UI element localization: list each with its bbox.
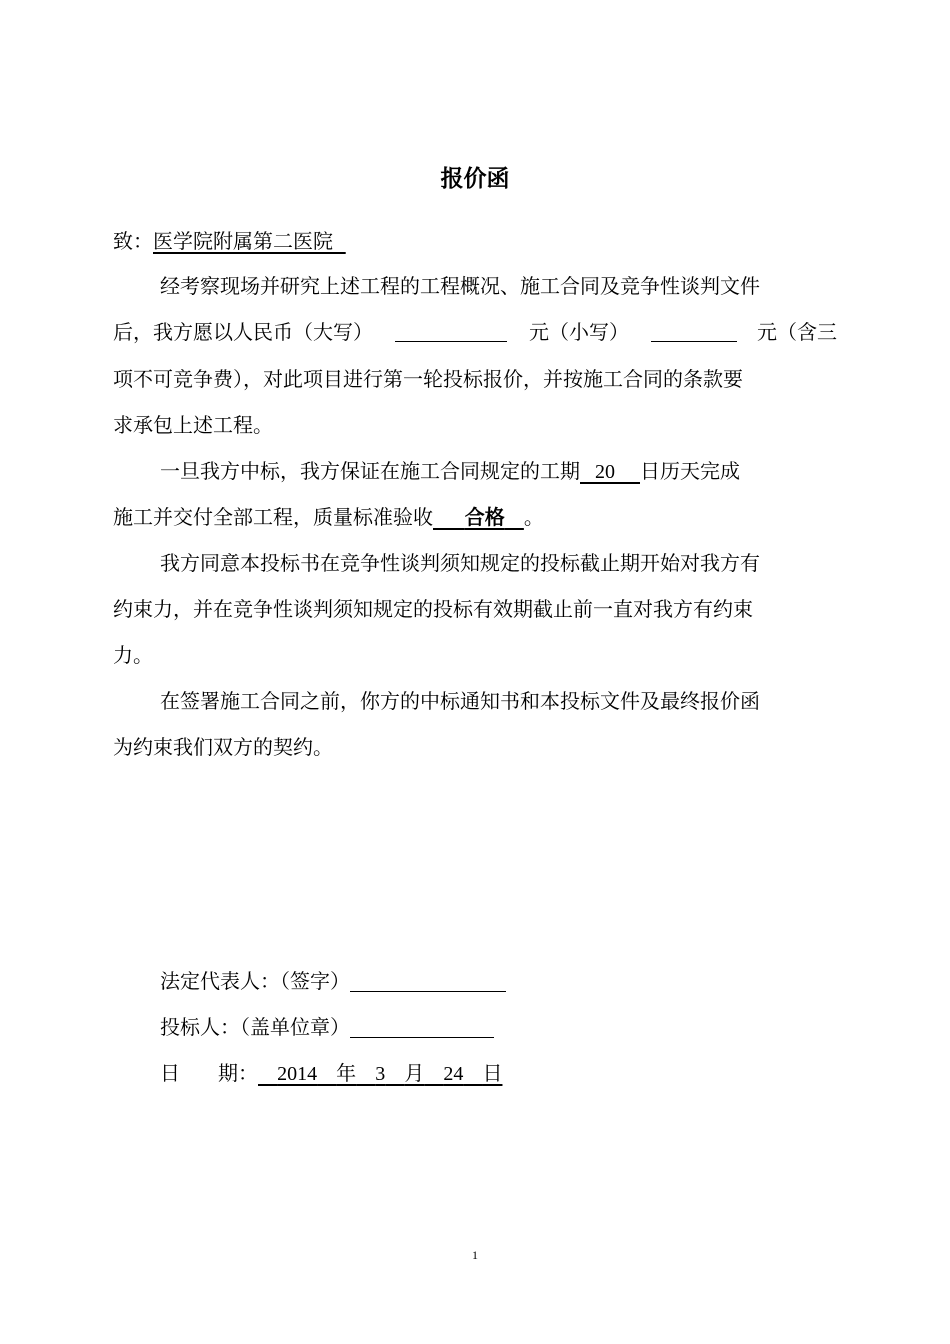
date-label-2: 期： xyxy=(218,1061,258,1085)
para1-line2 xyxy=(113,317,837,347)
para2-line1-a: 一旦我方中标，我方保证在施工合同规定的工期 xyxy=(160,459,580,483)
quality-standard: 合格 xyxy=(464,505,505,529)
para2-line2-a: 施工并交付全部工程，质量标准验收 xyxy=(113,505,433,529)
bidder-seal-line xyxy=(160,1012,494,1042)
duration-days: 20 xyxy=(595,461,615,483)
para1-line2-a: 后，我方愿以人民币（大写） xyxy=(113,320,373,344)
amount-words-blank xyxy=(395,317,507,342)
para2-line2-b: 。 xyxy=(523,505,544,529)
para4-line2: 为约束我们双方的契约。 xyxy=(113,735,333,759)
addressee-line xyxy=(113,226,346,256)
addressee-label: 致： xyxy=(113,229,153,253)
para2-line1 xyxy=(160,456,740,487)
legal-rep-signature-blank xyxy=(350,967,506,992)
para1-line2-b: 元（小写） xyxy=(529,320,629,344)
para1-line1: 经考察现场并研究上述工程的工程概况、施工合同及竞争性谈判文件 xyxy=(160,274,760,298)
para1-line2-c: 元（含三 xyxy=(757,320,837,344)
legal-rep-signature-line xyxy=(160,966,506,996)
page-number: 1 xyxy=(472,1248,478,1262)
addressee-name: 医学院附属第二医院 xyxy=(153,229,333,253)
para3-line3: 力。 xyxy=(113,643,153,667)
para2-line2 xyxy=(113,502,544,532)
date-line xyxy=(160,1058,502,1089)
bidder-label: 投标人：（盖单位章） xyxy=(160,1015,350,1039)
legal-rep-label: 法定代表人：（签字） xyxy=(160,969,350,993)
para2-line1-b: 日历天完成 xyxy=(640,459,740,483)
date-label-1: 日 xyxy=(160,1061,180,1085)
bidder-seal-blank xyxy=(350,1013,494,1038)
page-title: 报价函 xyxy=(440,166,510,192)
para1-line3: 项不可竞争费），对此项目进行第一轮投标报价，并按施工合同的条款要 xyxy=(113,367,743,391)
para3-line2: 约束力，并在竞争性谈判须知规定的投标有效期截止前一直对我方有约束 xyxy=(113,597,753,621)
para1-line4: 求承包上述工程。 xyxy=(113,413,273,437)
amount-figures-blank xyxy=(651,317,737,342)
para4-line1: 在签署施工合同之前，你方的中标通知书和本投标文件及最终报价函 xyxy=(160,689,760,713)
date-value: 2014 年 3 月 24 日 xyxy=(277,1061,503,1085)
para3-line1: 我方同意本投标书在竞争性谈判须知规定的投标截止期开始对我方有 xyxy=(160,551,760,575)
